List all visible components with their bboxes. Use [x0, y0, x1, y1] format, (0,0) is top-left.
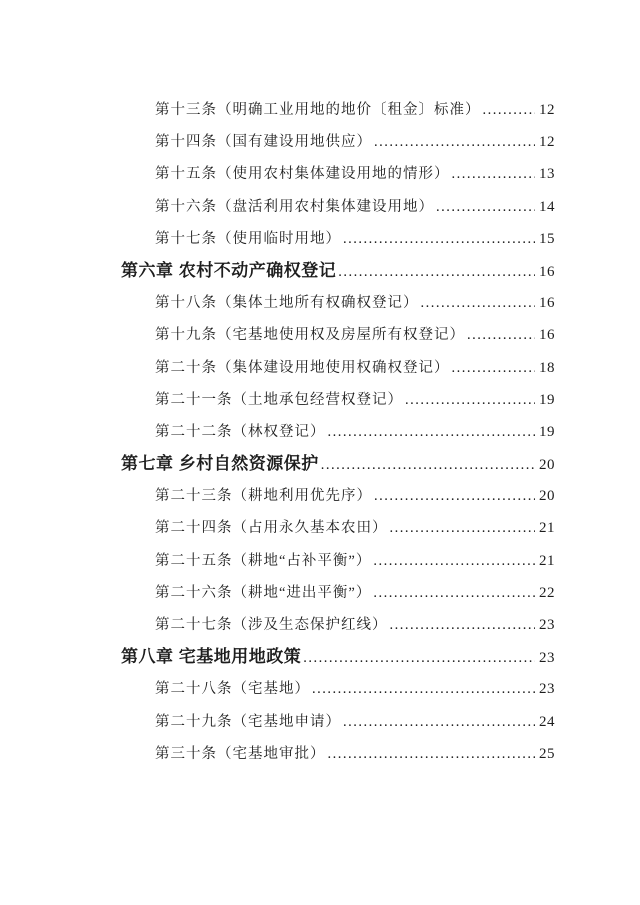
toc-page-number: 12: [539, 102, 555, 118]
toc-leader-dots: [483, 94, 536, 126]
toc-page-number: 13: [539, 166, 555, 183]
toc-page-number: 19: [539, 391, 555, 408]
toc-leader-dots: [303, 642, 535, 674]
toc-entry: [121, 545, 555, 577]
toc-page-number: 25: [539, 745, 555, 762]
toc-entry: [121, 352, 555, 384]
toc-leader-dots: [452, 158, 536, 190]
toc-page-number: 22: [539, 584, 555, 601]
toc-entry-label: 第二十条（集体建设用地使用权确权登记）: [155, 359, 450, 376]
toc-page-number: 24: [539, 713, 555, 730]
toc-page-number: 20: [539, 457, 555, 474]
toc-page-number: 23: [539, 650, 555, 667]
toc-leader-dots: [374, 480, 535, 512]
toc-leader-dots: [328, 738, 536, 770]
toc-leader-dots: [321, 449, 535, 481]
toc-entry-label: 第二十九条（宅基地申请）: [155, 713, 341, 730]
toc-leader-dots: [467, 319, 535, 351]
toc-page-number: 19: [539, 423, 555, 440]
toc-entry-label: 第八章 宅基地用地政策: [121, 647, 302, 667]
toc-page-number: 21: [539, 520, 555, 537]
toc-entry: [121, 191, 555, 223]
toc-leader-dots: [374, 126, 535, 158]
toc-entry-label: 第二十五条（耕地“占补平衡”）: [155, 552, 372, 569]
toc-leader-dots: [312, 673, 535, 705]
toc-entry: [121, 577, 555, 609]
toc-entry: [121, 384, 555, 416]
toc-leader-dots: [436, 191, 535, 223]
toc-page-number: 23: [539, 681, 555, 698]
toc-leader-dots: [373, 577, 535, 609]
toc-entry-label: 第二十七条（涉及生态保护红线）: [155, 617, 388, 633]
toc-entry-label: 第十三条（明确工业用地的地价〔租金〕标准）: [155, 102, 481, 118]
toc-entry-label: 第十九条（宅基地使用权及房屋所有权登记）: [155, 327, 465, 344]
toc-page-number: 16: [539, 295, 555, 312]
toc-leader-dots: [328, 416, 536, 448]
toc-entry-label: 第二十一条（土地承包经营权登记）: [155, 391, 403, 408]
toc-entry: [121, 94, 555, 126]
toc-chapter-entry: [121, 255, 555, 287]
toc-entry: [121, 319, 555, 351]
toc-page-number: 12: [539, 134, 555, 151]
toc-page-number: 16: [539, 327, 555, 344]
toc-entry-label: 第十七条（使用临时用地）: [155, 230, 341, 247]
toc-leader-dots: [338, 256, 535, 288]
toc-page-number: 15: [539, 230, 555, 247]
toc-leader-dots: [452, 352, 536, 384]
toc-leader-dots: [390, 609, 536, 641]
toc-chapter-entry: [121, 448, 555, 480]
toc-entry: [121, 512, 555, 544]
toc-page-number: 21: [539, 552, 555, 569]
toc-entry-label: 第七章 乡村自然资源保护: [121, 454, 319, 474]
toc-leader-dots: [373, 545, 535, 577]
toc-page-number: 23: [539, 617, 555, 633]
toc-entry-label: 第十四条（国有建设用地供应）: [155, 134, 372, 151]
toc-page-number: 14: [539, 198, 555, 215]
toc-chapter-entry: [121, 641, 555, 673]
toc-entry-label: 第二十六条（耕地“进出平衡”）: [155, 584, 372, 601]
toc-entry-label: 第二十三条（耕地利用优先序）: [155, 488, 372, 505]
toc-entry: [121, 126, 555, 158]
toc-page: [121, 94, 555, 770]
toc-entry-label: 第二十四条（占用永久基本农田）: [155, 520, 388, 537]
toc-page-number: 16: [539, 263, 555, 280]
toc-entry: [121, 738, 555, 770]
toc-page-number: 20: [539, 488, 555, 505]
toc-entry-label: 第十五条（使用农村集体建设用地的情形）: [155, 166, 450, 183]
toc-entry-label: 第二十二条（林权登记）: [155, 423, 326, 440]
toc-entry-label: 第十八条（集体土地所有权确权登记）: [155, 295, 419, 312]
toc-entry: [121, 609, 555, 641]
toc-entry-label: 第三十条（宅基地审批）: [155, 745, 326, 762]
toc-leader-dots: [405, 384, 535, 416]
toc-leader-dots: [390, 512, 536, 544]
toc-leader-dots: [343, 706, 535, 738]
toc-page-number: 18: [539, 359, 555, 376]
toc-entry: [121, 287, 555, 319]
toc-entry: [121, 223, 555, 255]
toc-entry: [121, 480, 555, 512]
toc-entry: [121, 706, 555, 738]
toc-leader-dots: [421, 287, 536, 319]
toc-entry-label: 第二十八条（宅基地）: [155, 681, 310, 698]
toc-entry-label: 第十六条（盘活利用农村集体建设用地）: [155, 198, 434, 215]
toc-entry: [121, 416, 555, 448]
toc-entry: [121, 158, 555, 190]
toc-leader-dots: [343, 223, 535, 255]
toc-entry-label: 第六章 农村不动产确权登记: [121, 260, 337, 280]
toc-entry: [121, 673, 555, 705]
